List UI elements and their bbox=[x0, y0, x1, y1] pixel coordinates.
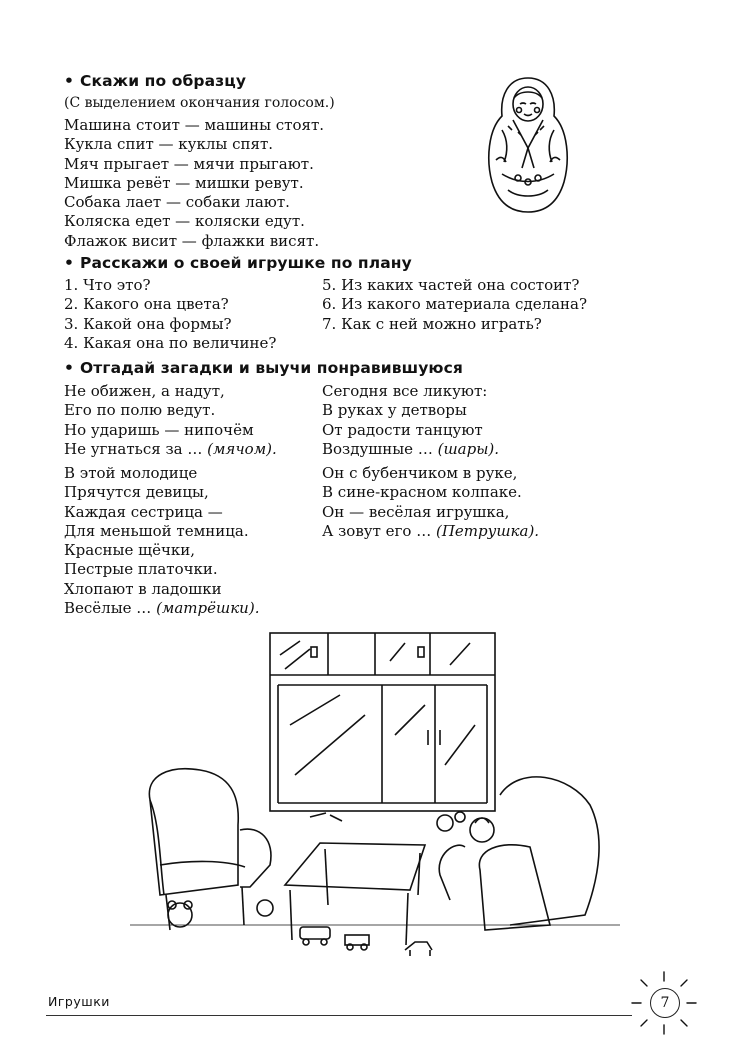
bullet-icon: • bbox=[64, 72, 75, 90]
example-line: Кукла спит — куклы спят. bbox=[64, 135, 274, 154]
riddle-line: А зовут его … (Петрушка). bbox=[322, 521, 540, 540]
plan-item: 3. Какой она формы? bbox=[64, 314, 232, 333]
riddle-line: Сегодня все ликуют: bbox=[322, 382, 488, 400]
footer-divider bbox=[46, 1015, 632, 1016]
riddle-line: Весёлые … (матрёшки). bbox=[64, 599, 260, 618]
riddle-line: Прячутся девицы, bbox=[64, 483, 209, 502]
section-note: (С выделением окончания голосом.) bbox=[64, 95, 335, 111]
matryoshka-illustration bbox=[478, 70, 578, 220]
plan-list-right bbox=[322, 276, 587, 334]
toy-room-illustration bbox=[130, 625, 620, 970]
riddle-line: Но ударишь — нипочём bbox=[64, 420, 254, 439]
plan-list-left bbox=[64, 276, 276, 353]
riddle-answer: (матрёшки). bbox=[156, 599, 260, 618]
bullet-icon: • bbox=[64, 254, 75, 272]
riddle-line: От радости танцуют bbox=[322, 420, 483, 439]
riddle-balloons bbox=[322, 382, 499, 459]
riddle-line: Его по полю ведут. bbox=[64, 401, 216, 420]
riddle-line: Пестрые платочки. bbox=[64, 560, 218, 579]
plan-item: 6. Из какого материала сделана? bbox=[322, 295, 588, 314]
riddle-line: В этой молодице bbox=[64, 464, 198, 482]
example-line: Машина стоит — машины стоят. bbox=[64, 116, 325, 134]
example-lines bbox=[64, 116, 324, 251]
riddle-line: Красные щёчки, bbox=[64, 541, 196, 560]
example-line: Коляска едет — коляски едут. bbox=[64, 212, 305, 231]
example-line: Мяч прыгает — мячи прыгают. bbox=[64, 154, 314, 173]
riddle-line: Воздушные … (шары). bbox=[322, 439, 500, 458]
riddle-ball bbox=[64, 382, 277, 459]
riddle-line: Хлопают в ладошки bbox=[64, 579, 222, 598]
example-line: Флажок висит — флажки висят. bbox=[64, 231, 320, 250]
riddle-answer: (мячом). bbox=[207, 439, 277, 458]
riddle-answer: (шары). bbox=[437, 439, 500, 458]
riddle-line: Каждая сестрица — bbox=[64, 502, 223, 521]
section-heading-1: • Скажи по образцу bbox=[64, 72, 247, 90]
plan-item: 1. Что это? bbox=[64, 276, 151, 294]
plan-item: 7. Как с ней можно играть? bbox=[322, 314, 542, 333]
riddle-answer: (Петрушка). bbox=[436, 521, 540, 540]
plan-item: 2. Какого она цвета? bbox=[64, 295, 229, 314]
example-line: Собака лает — собаки лают. bbox=[64, 193, 290, 212]
riddle-matryoshka bbox=[64, 464, 259, 618]
riddle-line: Не угнаться за … (мячом). bbox=[64, 439, 277, 458]
riddle-petrushka bbox=[322, 464, 539, 541]
riddle-line: Он с бубенчиком в руке, bbox=[322, 464, 518, 482]
riddle-line: Он — весёлая игрушка, bbox=[322, 502, 510, 521]
riddle-line: Для меньшой темница. bbox=[64, 521, 249, 540]
page-number: 7 bbox=[650, 988, 680, 1018]
footer-section-label: Игрушки bbox=[48, 994, 110, 1009]
section-heading-2: • Расскажи о своей игрушке по плану bbox=[64, 254, 412, 272]
example-line: Мишка ревёт — мишки ревут. bbox=[64, 173, 304, 192]
plan-item: 5. Из каких частей она состоит? bbox=[322, 276, 580, 294]
riddle-line: В сине-красном колпаке. bbox=[322, 483, 522, 502]
riddle-line: В руках у детворы bbox=[322, 401, 467, 420]
section-heading-3: • Отгадай загадки и выучи понравившуюся bbox=[64, 359, 463, 377]
bullet-icon: • bbox=[64, 359, 75, 377]
plan-item: 4. Какая она по величине? bbox=[64, 333, 277, 352]
riddle-line: Не обижен, а надут, bbox=[64, 382, 225, 400]
